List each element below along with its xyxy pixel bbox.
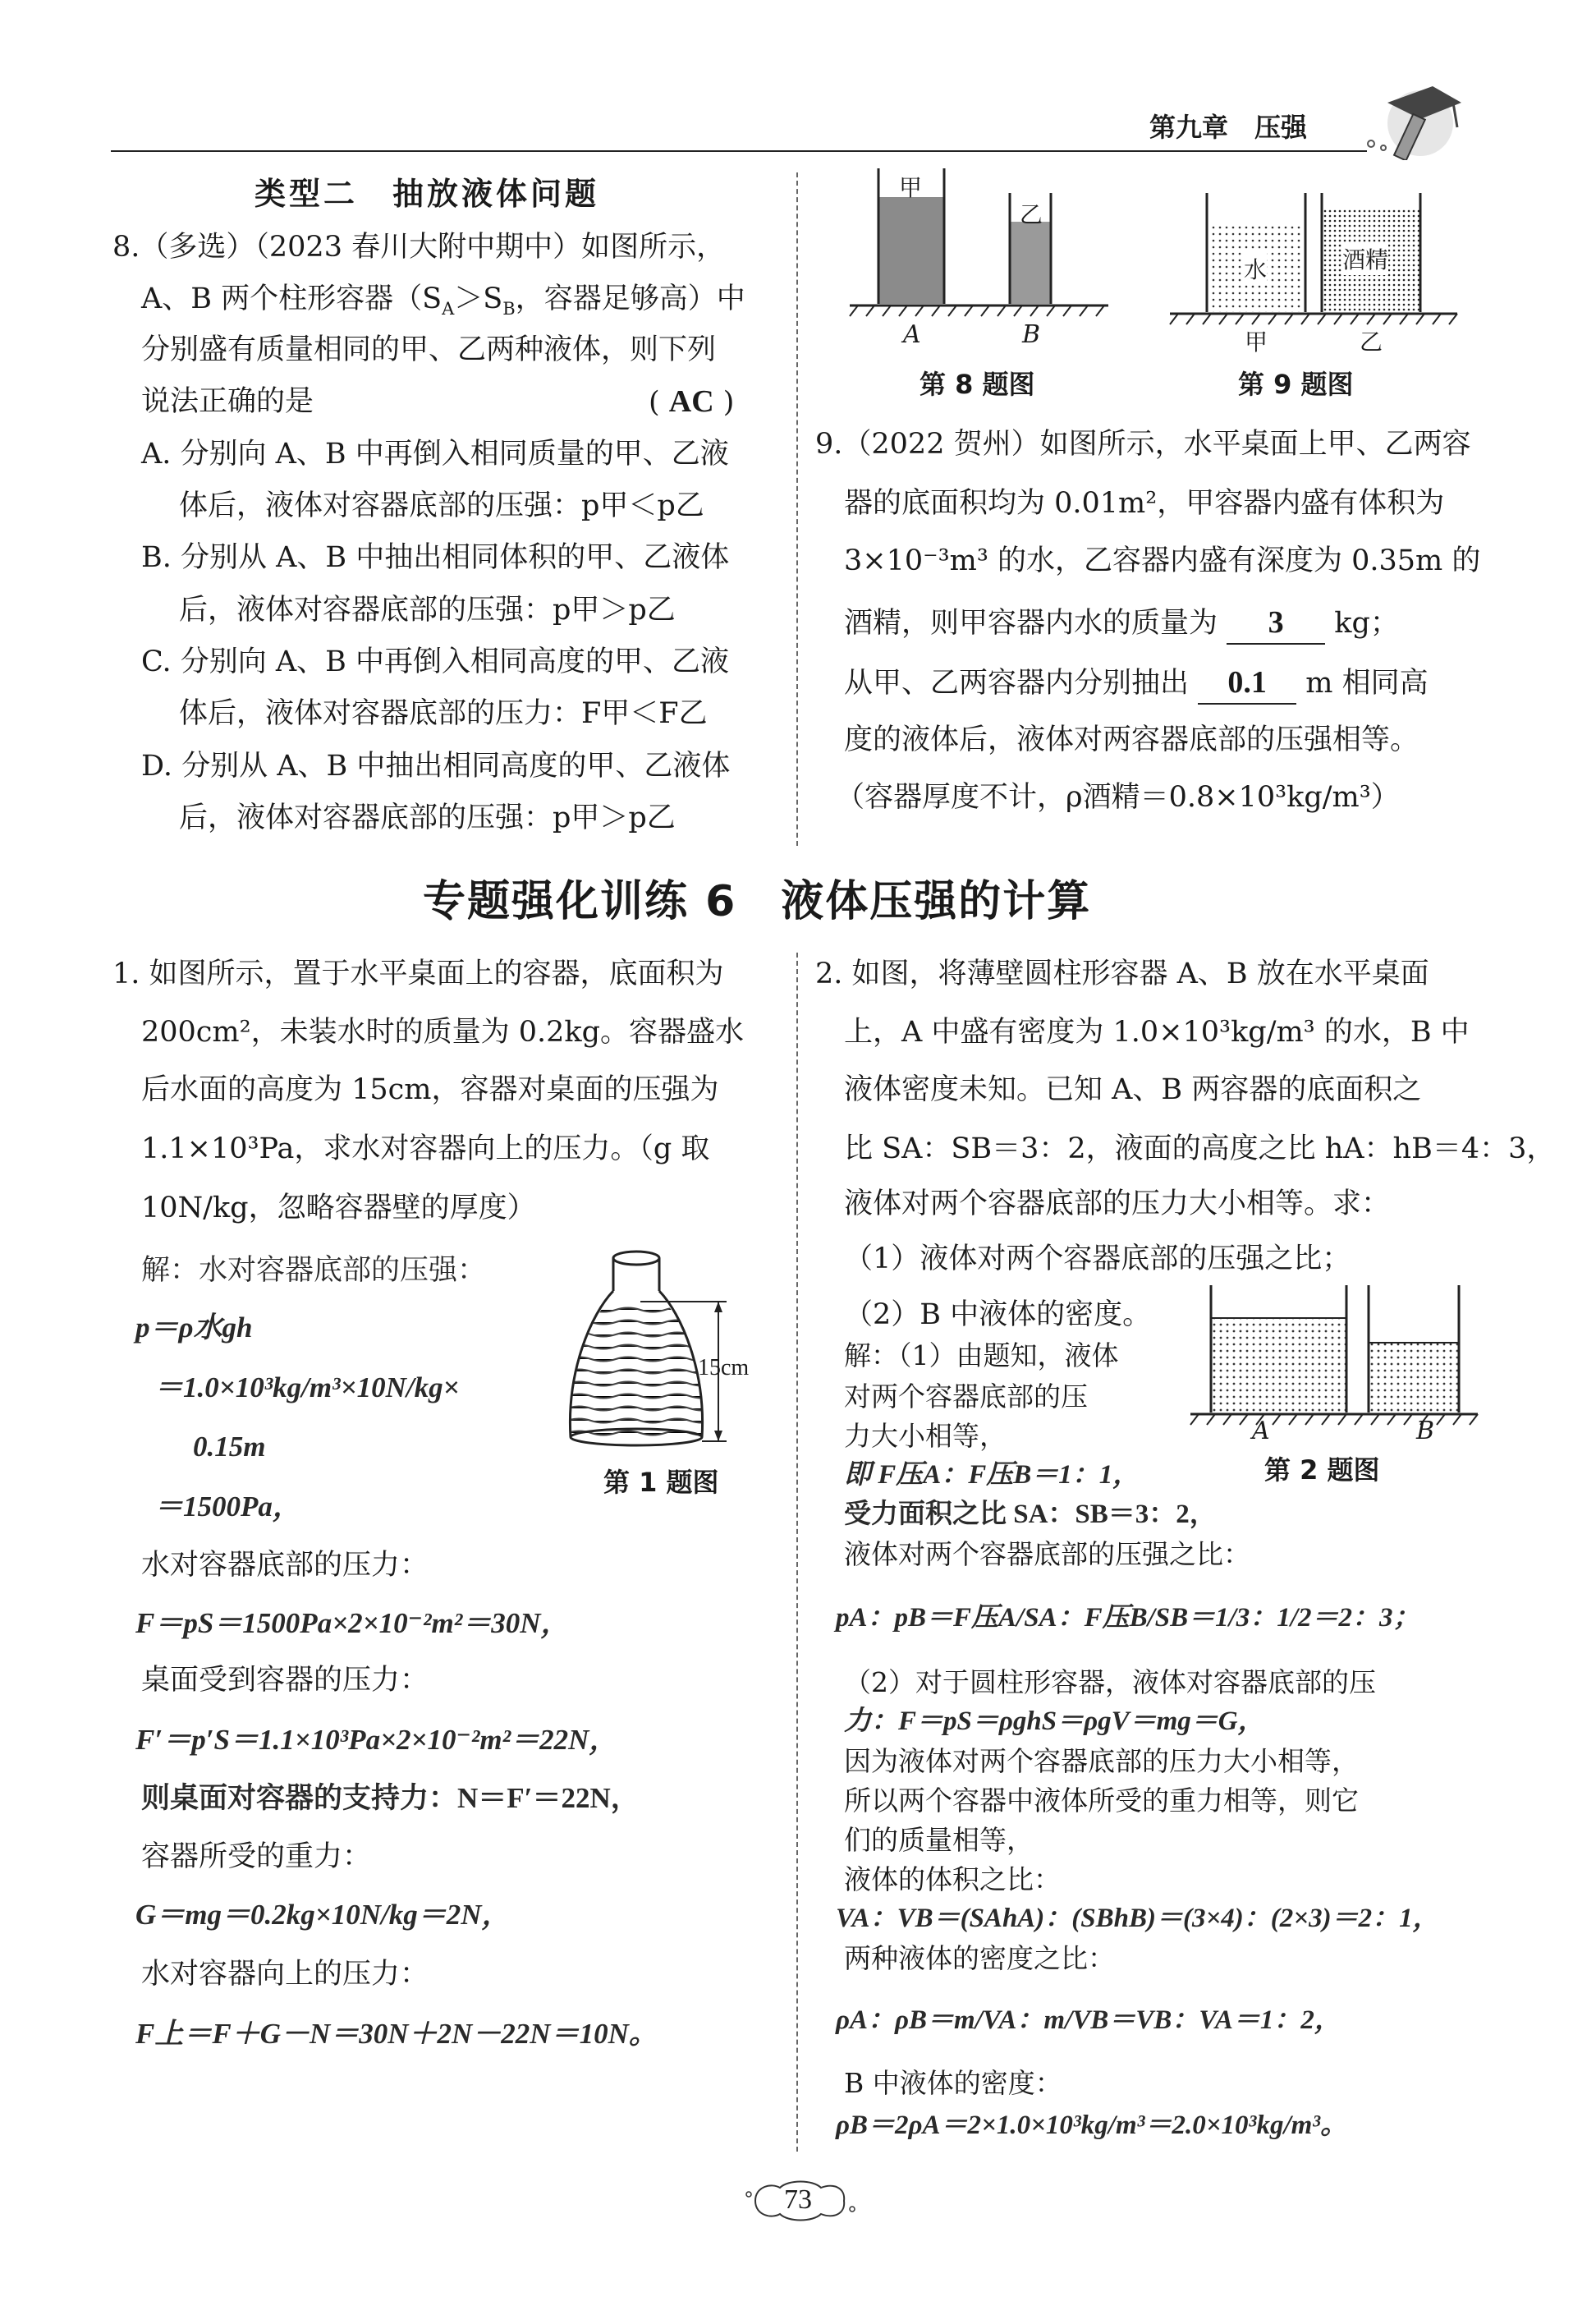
p2-sol-4: 即 F压A：F压B＝1：1， bbox=[844, 1460, 1140, 1490]
q8-answer-value: AC bbox=[668, 384, 714, 419]
p2-sol-1: 解：（1）由题知，液体 bbox=[844, 1339, 1119, 1371]
p1-sol-10: 则桌面对容器的支持力：N＝F′＝22N， bbox=[141, 1782, 640, 1814]
p1-sol-6: 水对容器底部的压力： bbox=[141, 1549, 429, 1582]
p2-sol-10: 因为液体对两个容器底部的压力大小相等， bbox=[844, 1745, 1359, 1777]
p2-line2: 上，A 中盛有密度为 1.0×10³kg/m³ 的水，B 中 bbox=[844, 1016, 1470, 1049]
column-divider-bottom bbox=[796, 953, 798, 2152]
p2-sol-3: 力大小相等， bbox=[844, 1420, 1007, 1452]
q8-option-a-line1: A. 分别向 A、B 中再倒入相同质量的甲、乙液 bbox=[141, 438, 729, 471]
p1-line3: 后水面的高度为 15cm，容器对桌面的压强为 bbox=[141, 1073, 719, 1106]
p1-line5: 10N/kg，忽略容器壁的厚度） bbox=[141, 1192, 536, 1224]
p1-sol-14: F上＝F＋G－N＝30N＋2N－22N＝10N。 bbox=[135, 2018, 658, 2050]
p1-line1: 1. 如图所示，置于水平桌面上的容器，底面积为 bbox=[112, 958, 724, 990]
fig9-label-jia: 甲 bbox=[1245, 328, 1268, 356]
p2-sol-11: 所以两个容器中液体所受的重力相等，则它 bbox=[844, 1784, 1359, 1817]
fig9-label-yi: 乙 bbox=[1360, 328, 1383, 356]
figure-1-drawing bbox=[558, 1240, 788, 1454]
q9-answer-2: 0.1 bbox=[1198, 664, 1296, 705]
p1-sol-5: ＝1500Pa， bbox=[154, 1491, 301, 1523]
q8-option-b-line1: B. 分别从 A、B 中抽出相同体积的甲、乙液体 bbox=[141, 541, 730, 574]
section-title: 专题强化训练 6 液体压强的计算 bbox=[423, 877, 1092, 926]
q8-answer: ( AC ) bbox=[649, 384, 735, 419]
page-header bbox=[0, 0, 1596, 164]
figure-8 bbox=[846, 160, 1117, 407]
p1-sol-3: ＝1.0×10³kg/m³×10N/kg× bbox=[154, 1371, 460, 1403]
p2-sol-2: 对两个容器底部的压 bbox=[844, 1380, 1088, 1412]
q9-line6: 度的液体后，液体对两容器底部的压强相等。 bbox=[844, 723, 1419, 756]
p1-sol-2: p＝ρ水gh bbox=[135, 1311, 253, 1344]
p2-sol-9: 力：F＝pS＝ρghS＝ρgV＝mg＝G， bbox=[844, 1706, 1265, 1736]
p1-sol-9: F′＝p′S＝1.1×10³Pa×2×10⁻²m²＝22N， bbox=[135, 1724, 618, 1756]
fig8-label-b: B bbox=[1022, 320, 1041, 349]
q8-option-b-line2: 后，液体对容器底部的压强：p甲＞p乙 bbox=[179, 594, 676, 627]
q9-answer-1: 3 bbox=[1227, 604, 1325, 645]
q8-option-d-line2: 后，液体对容器底部的压强：p甲＞p乙 bbox=[179, 802, 676, 834]
p2-sol-15: 两种液体的密度之比： bbox=[844, 1942, 1115, 1974]
p2-sol-14: VA：VB＝(SAhA)：(SBhB)＝(3×4)：(2×3)＝2：1， bbox=[836, 1904, 1440, 1933]
p1-sol-8: 桌面受到容器的压力： bbox=[141, 1664, 429, 1697]
p2-sol-5: 受力面积之比 SA：SB＝3：2， bbox=[844, 1500, 1217, 1529]
p1-sol-1: 解：水对容器底部的压强： bbox=[141, 1254, 487, 1286]
page-footer bbox=[739, 2176, 862, 2225]
q9-line5: 从甲、乙两容器内分别抽出 0.1 m 相同高 bbox=[844, 664, 1429, 705]
p2-sol-16: ρA：ρB＝m/VA：m/VB＝VB：VA＝1：2， bbox=[836, 2005, 1341, 2035]
q9-line2: 器的底面积均为 0.01m²，甲容器内盛有体积为 bbox=[844, 487, 1445, 520]
page-number: 73 bbox=[784, 2184, 812, 2215]
fig8-caption: 第 8 题图 bbox=[920, 369, 1035, 400]
p2-sol-18: ρB＝2ρA＝2×1.0×10³kg/m³＝2.0×10³kg/m³。 bbox=[836, 2111, 1348, 2140]
fig2-caption: 第 2 题图 bbox=[1264, 1454, 1380, 1486]
column-divider-top bbox=[796, 172, 798, 846]
p1-sol-12: G＝mg＝0.2kg×10N/kg＝2N， bbox=[135, 1899, 511, 1931]
type-heading: 类型二 抽放液体问题 bbox=[255, 175, 600, 212]
p2-sol-6: 液体对两个容器底部的压强之比： bbox=[844, 1538, 1250, 1570]
q8-line1: 8.（多选）（2023 春川大附中期中）如图所示， bbox=[112, 231, 726, 264]
fig8-label-jia: 甲 bbox=[899, 174, 923, 201]
p2-line4: 比 SA：SB＝3：2，液面的高度之比 hA：hB＝4：3， bbox=[844, 1132, 1556, 1165]
q9-line3: 3×10⁻³m³ 的水，乙容器内盛有深度为 0.35m 的 bbox=[844, 544, 1481, 577]
figure-2-drawing bbox=[1186, 1277, 1482, 1441]
q9-line1: 9.（2022 贺州）如图所示，水平桌面上甲、乙两容 bbox=[815, 428, 1471, 461]
fig9-label-alcohol: 酒精 bbox=[1342, 242, 1388, 275]
p2-line3: 液体密度未知。已知 A、B 两容器的底面积之 bbox=[844, 1073, 1422, 1106]
p2-sol-13: 液体的体积之比： bbox=[844, 1863, 1061, 1895]
fig1-caption: 第 1 题图 bbox=[603, 1467, 719, 1498]
p1-sol-7: F＝pS＝1500Pa×2×10⁻²m²＝30N， bbox=[135, 1607, 570, 1639]
p1-sol-13: 水对容器向上的压力： bbox=[141, 1958, 429, 1991]
q8-option-c-line2: 体后，液体对容器底部的压力：F甲＜F乙 bbox=[179, 697, 708, 730]
q9-line7: （容器厚度不计，ρ酒精＝0.8×10³kg/m³） bbox=[836, 781, 1400, 814]
q8-line4: 说法正确的是 bbox=[141, 385, 314, 418]
q8-option-a-line2: 体后，液体对容器底部的压强：p甲＜p乙 bbox=[179, 489, 704, 522]
q9-line4: 酒精，则甲容器内水的质量为 3 kg； bbox=[844, 604, 1399, 645]
pencil-cap-icon bbox=[1355, 78, 1478, 160]
figure-8-drawing bbox=[846, 160, 1117, 357]
fig8-label-yi: 乙 bbox=[1020, 201, 1043, 228]
q8-option-c-line1: C. 分别向 A、B 中再倒入相同高度的甲、乙液 bbox=[141, 645, 730, 678]
p2-sol-17: B 中液体的密度： bbox=[844, 2067, 1062, 2099]
p2-sol-12: 们的质量相等， bbox=[844, 1824, 1034, 1856]
p2-line1: 2. 如图，将薄壁圆柱形容器 A、B 放在水平桌面 bbox=[815, 958, 1429, 990]
p1-sol-4: 0.15m bbox=[193, 1431, 266, 1463]
p1-sol-11: 容器所受的重力： bbox=[141, 1840, 372, 1873]
q8-line3: 分别盛有质量相同的甲、乙两种液体，则下列 bbox=[141, 333, 717, 366]
p2-line7: （2）B 中液体的密度。 bbox=[844, 1298, 1152, 1331]
q8-line2: A、B 两个柱形容器（$S_A>S_B$，容器足够高）中 bbox=[141, 282, 745, 319]
fig2-label-a: A bbox=[1252, 1417, 1270, 1445]
fig1-height-label: 15cm bbox=[698, 1355, 750, 1380]
figure-9 bbox=[1166, 160, 1461, 407]
p2-sol-7: pA：pB＝F压A/SA：F压B/SB＝1/3：1/2＝2：3； bbox=[836, 1603, 1420, 1633]
p1-line2: 200cm²，未装水时的质量为 0.2kg。容器盛水 bbox=[141, 1016, 745, 1049]
figure-2 bbox=[1186, 1277, 1482, 1491]
fig8-label-a: A bbox=[903, 320, 921, 349]
fig2-label-b: B bbox=[1416, 1417, 1435, 1445]
figure-1 bbox=[558, 1240, 788, 1511]
p1-line4: 1.1×10³Pa，求水对容器向上的压力。（g 取 bbox=[141, 1132, 710, 1165]
chapter-title: 第九章 压强 bbox=[1149, 112, 1308, 143]
fig9-label-water: 水 bbox=[1244, 252, 1267, 285]
p2-line6: （1）液体对两个容器底部的压强之比； bbox=[844, 1242, 1351, 1275]
header-rule bbox=[111, 150, 1367, 152]
figure-9-drawing bbox=[1166, 160, 1461, 357]
fig9-caption: 第 9 题图 bbox=[1238, 369, 1354, 400]
p2-sol-8: （2）对于圆柱形容器，液体对容器底部的压 bbox=[844, 1666, 1376, 1698]
p2-line5: 液体对两个容器底部的压力大小相等。求： bbox=[844, 1187, 1391, 1220]
q8-option-d-line1: D. 分别从 A、B 中抽出相同高度的甲、乙液体 bbox=[141, 750, 731, 783]
